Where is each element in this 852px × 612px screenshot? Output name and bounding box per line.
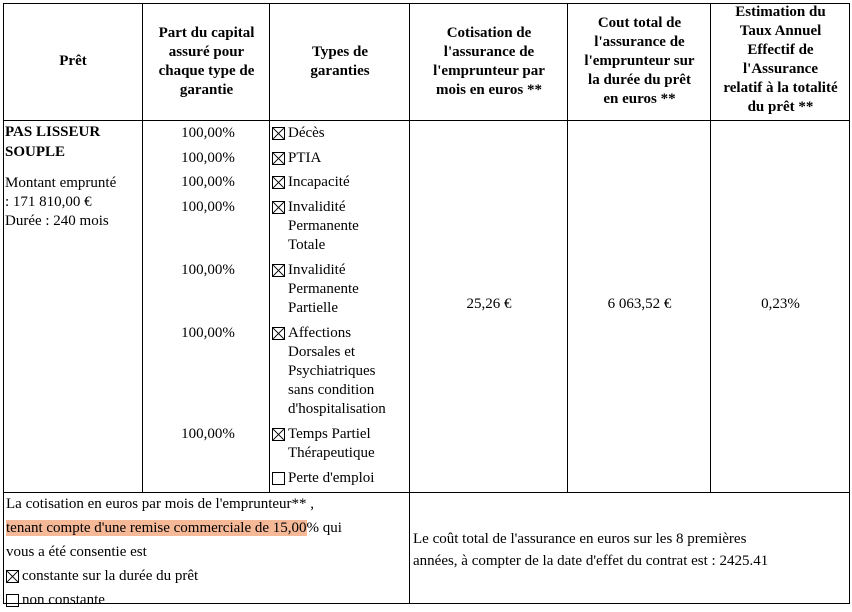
loan-duration: Durée : 240 mois (5, 213, 109, 229)
guarantee-pct-temps-partiel: 100,00% (181, 426, 235, 442)
checkbox-unchecked-icon (6, 594, 19, 607)
checkbox-checked-icon (272, 152, 285, 165)
guarantee-pct-deces: 100,00% (181, 125, 235, 141)
footer-line-3: vous a été consentie est (6, 544, 147, 560)
total-value: 6 063,52 € (607, 296, 672, 312)
header-share-text: Part du capital assuré pour chaque type de garantie (158, 24, 255, 98)
checkbox-checked-icon (272, 428, 285, 441)
guarantee-ipp (272, 261, 410, 318)
guarantee-ptia (272, 149, 410, 168)
guarantee-pct-ipp: 100,00% (181, 262, 235, 278)
checkbox-checked-icon (272, 127, 285, 140)
header-loan (3, 3, 143, 120)
header-share (143, 3, 270, 120)
checkbox-unchecked-icon (272, 472, 285, 485)
checkbox-checked-icon (272, 201, 285, 214)
footer-cotisation-note (6, 492, 408, 612)
footer-line-1: La cotisation en euros par mois de l'emprunteur** , (6, 496, 315, 512)
option-constant-label: constante sur la durée du prêt (22, 568, 199, 584)
header-loan-text: Prêt (59, 53, 87, 69)
header-monthly (410, 3, 568, 120)
guarantee-pct-affections: 100,00% (181, 325, 235, 341)
loan-amount-value: : 171 810,00 € (5, 194, 92, 210)
guarantee-affections (272, 324, 410, 419)
header-taux (711, 0, 850, 120)
taux-value: 0,23% (761, 296, 800, 312)
header-monthly-text: Cotisation de l'assurance de l'emprunteur par mois en euros ** (433, 24, 545, 98)
header-types-text: Types de garanties (310, 43, 370, 79)
footer-total-cost-note: Le coût total de l'assurance en euros sur les 8 premières années, à compter de la date d'effet du contrat est : 2425.41 (413, 531, 769, 569)
guarantee-label: PTIA (288, 150, 322, 166)
guarantee-perte-emploi (272, 469, 410, 488)
checkbox-checked-icon (272, 264, 285, 277)
option-non-constant (6, 588, 408, 612)
header-types (270, 3, 410, 120)
guarantee-temps-partiel (272, 425, 410, 463)
option-non-constant-label: non constante (22, 592, 105, 608)
guarantee-label: Invalidité Permanente Totale (288, 199, 359, 253)
checkbox-checked-icon (272, 327, 285, 340)
footer-line-2-rest: % qui (306, 520, 342, 536)
footer-line-2 (6, 516, 408, 540)
guarantee-incapacite (272, 173, 410, 192)
option-constant (6, 564, 408, 588)
loan-amount-label: Montant emprunté (5, 175, 117, 191)
header-total-text: Cout total de l'assurance de l'emprunteur sur la durée du prêt en euros ** (584, 15, 695, 107)
loan-details (5, 174, 143, 231)
checkbox-checked-icon (272, 176, 285, 189)
header-divider (3, 120, 850, 121)
guarantee-label: Affections Dorsales et Psychiatriques sans condition d'hospitalisation (288, 325, 386, 417)
guarantee-ipt (272, 198, 410, 255)
monthly-value: 25,26 € (466, 296, 512, 312)
guarantee-label: Invalidité Permanente Partielle (288, 262, 359, 316)
highlighted-remise: tenant compte d'une remise commerciale de 15,00 (6, 520, 307, 536)
checkbox-checked-icon (6, 570, 19, 583)
guarantee-label: Perte d'emploi (288, 470, 375, 486)
guarantee-pct-ipt: 100,00% (181, 199, 235, 215)
guarantee-deces (272, 124, 410, 143)
loan-name: PAS LISSEUR SOUPLE (5, 124, 101, 160)
guarantee-label: Incapacité (288, 174, 350, 190)
guarantee-label: Temps Partiel Thérapeutique (288, 426, 375, 461)
guarantee-label: Décès (288, 125, 325, 141)
header-total (568, 3, 711, 120)
header-taux-text: Estimation du Taux Annuel Effectif de l'Assurance relatif à la totalité du prêt ** (723, 4, 838, 115)
guarantee-pct-incapacite: 100,00% (181, 174, 235, 190)
guarantee-pct-ptia: 100,00% (181, 150, 235, 166)
